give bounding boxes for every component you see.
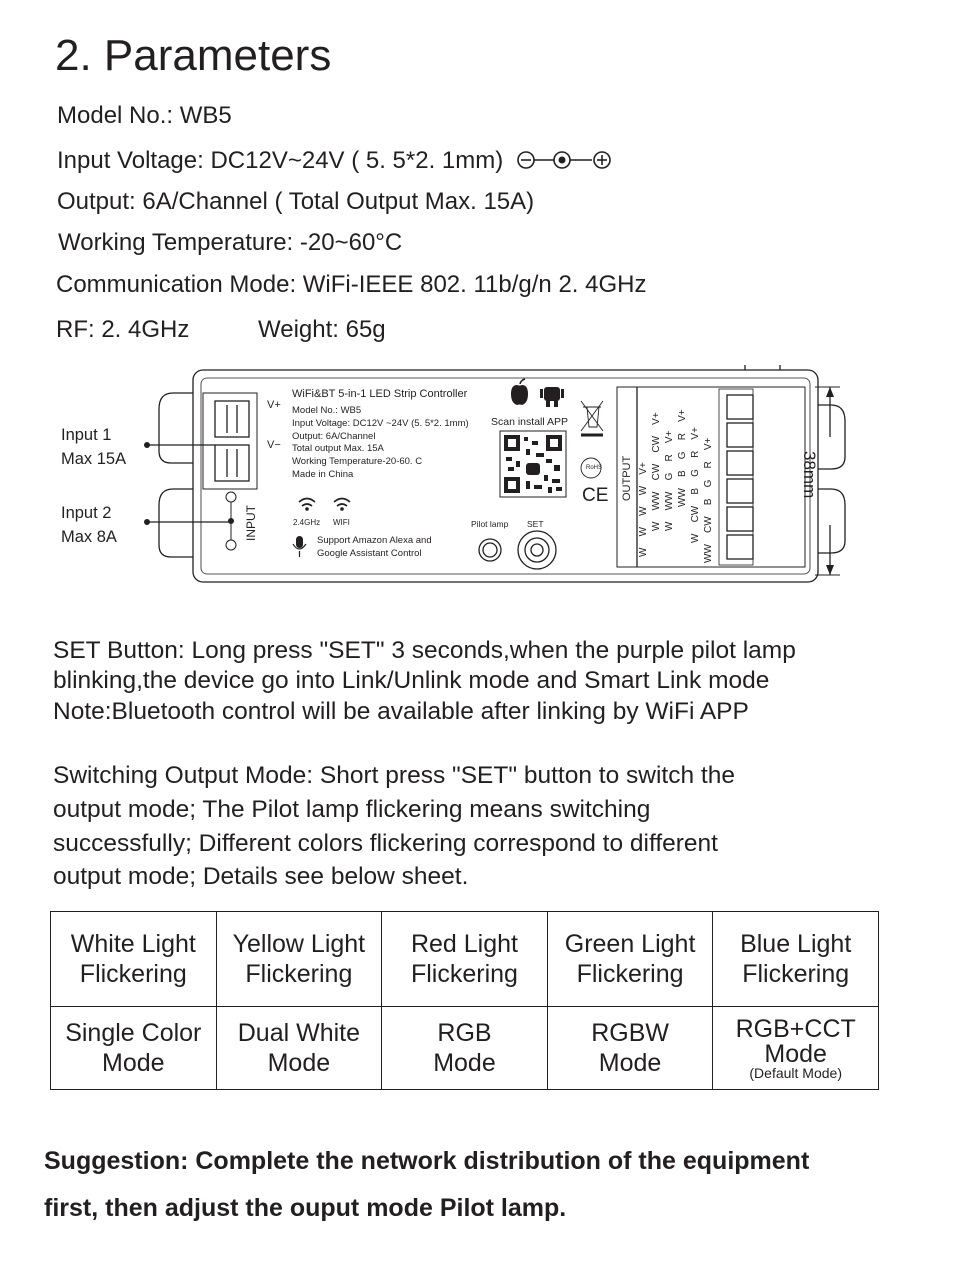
mode-single-color: Single Color Mode [51, 1007, 217, 1090]
set-button-line-2: blinking,the device go into Link/Unlink mode and Smart Link mode [53, 667, 770, 694]
device-diagram [55, 365, 855, 595]
label-output: Output: 6A/Channel [292, 431, 376, 442]
v-minus-label: V− [267, 439, 281, 451]
dimension-label: 38mm [800, 451, 819, 499]
input-vertical-label: INPUT [244, 505, 258, 541]
param-communication: Communication Mode: WiFi-IEEE 802. 11b/g/n 2. 4GHz [56, 271, 647, 298]
ce-mark: CE [582, 485, 609, 506]
terminal-col-5: W CW B G R V+ [690, 427, 701, 543]
voice-line-2: Google Assistant Control [317, 548, 422, 559]
set-button-line-1: SET Button: Long press "SET" 3 seconds,when the purple pilot lamp [53, 637, 796, 664]
input1-label: Input 1 Max 15A [61, 426, 127, 468]
flicker-green: Green Light Flickering [547, 912, 713, 1007]
set-button-line-3: Note:Bluetooth control will be available after linking by WiFi APP [53, 698, 749, 725]
scan-app-label: Scan install APP [491, 416, 569, 428]
input2-label: Input 2 Max 8A [61, 504, 117, 546]
terminal-col-3: W WW G R V+ [664, 430, 675, 531]
terminal-col-4: WW B G R V+ [677, 409, 688, 507]
page-title: 2. Parameters [55, 31, 332, 80]
terminal-col-2: W WW CW CW V+ [651, 412, 662, 531]
flicker-blue: Blue Light Flickering [713, 912, 879, 1007]
flicker-red: Red Light Flickering [382, 912, 548, 1007]
label-total-output: Total output Max. 15A [292, 443, 384, 454]
switching-line-4: output mode; Details see below sheet. [53, 863, 469, 890]
label-working-temp: Working Temperature-20-60. C [292, 456, 423, 467]
param-working-temp: Working Temperature: -20~60°C [58, 229, 403, 256]
flicker-white: White Light Flickering [51, 912, 217, 1007]
rohs-mark: RoHS [586, 465, 603, 471]
mode-rgbw: RGBW Mode [547, 1007, 713, 1090]
label-input-voltage: Input Voltage: DC12V ~24V (5. 5*2. 1mm) [292, 418, 469, 429]
switching-line-3: successfully; Different colors flickering correspond to different [53, 830, 718, 857]
pilot-lamp-label: Pilot lamp [471, 519, 509, 529]
switching-line-1: Switching Output Mode: Short press "SET" button to switch the [53, 762, 735, 789]
mode-table [50, 911, 879, 1090]
label-model: Model No.: WB5 [292, 405, 362, 416]
terminal-col-1: W W W W V+ [638, 462, 649, 557]
param-input-voltage-text: Input Voltage: DC12V~24V ( 5. 5*2. 1mm) [57, 147, 504, 174]
wifi-24-label: 2.4GHz [293, 518, 321, 527]
set-label: SET [527, 519, 544, 529]
param-output: Output: 6A/Channel ( Total Output Max. 15A) [57, 188, 535, 215]
param-weight: Weight: 65g [258, 316, 386, 343]
suggestion-line-1: Suggestion: Complete the network distribution of the equipment [44, 1147, 810, 1175]
mode-row [51, 1007, 879, 1090]
default-mode-note: (Default Mode) [749, 1065, 842, 1081]
flicker-yellow: Yellow Light Flickering [216, 912, 382, 1007]
param-model: Model No.: WB5 [57, 102, 232, 129]
mode-rgb: RGB Mode [382, 1007, 548, 1090]
terminal-col-6: WW CW B G R V+ [703, 437, 714, 563]
polarity-icon [516, 148, 620, 172]
param-rf: RF: 2. 4GHz [56, 316, 190, 343]
label-made-in: Made in China [292, 469, 354, 480]
suggestion-line-2: first, then adjust the ouput mode Pilot lamp. [44, 1194, 567, 1222]
output-vertical-label: OUTPUT [621, 455, 633, 501]
label-title: WiFi&BT 5-in-1 LED Strip Controller [292, 388, 468, 400]
param-input-voltage [57, 146, 620, 176]
mode-dual-white: Dual White Mode [216, 1007, 382, 1090]
v-plus-label: V+ [267, 399, 281, 411]
mode-rgb-cct: RGB+CCT Mode (Default Mode) [713, 1007, 879, 1090]
voice-line-1: Support Amazon Alexa and [317, 535, 432, 546]
flicker-row [51, 912, 879, 1007]
switching-line-2: output mode; The Pilot lamp flickering means switching [53, 796, 651, 823]
wifi-label: WIFI [333, 518, 350, 527]
